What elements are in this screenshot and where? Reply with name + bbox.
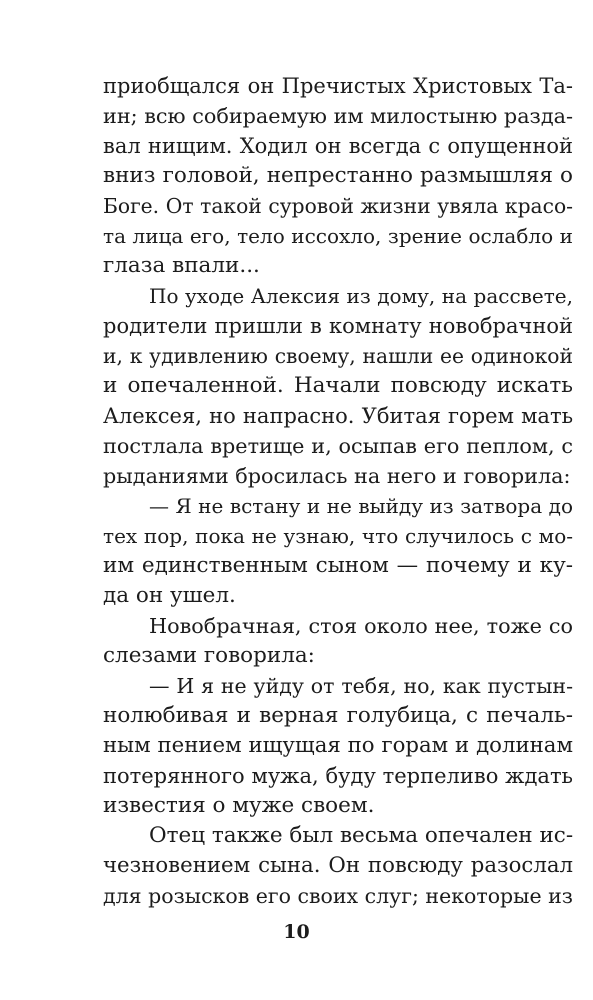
text-line: потерянного мужа, буду терпеливо ждать: [103, 764, 573, 788]
text-line: слезами говорила:: [103, 643, 315, 668]
body-text: [103, 71, 573, 911]
text-line: глаза впали...: [103, 253, 260, 278]
text-line: Боге. От такой суровой жизни увяла красо-: [103, 194, 573, 218]
text-line: да он ушел.: [103, 583, 236, 608]
text-line: для розысков его своих слуг; некоторые из: [103, 884, 573, 908]
text-line: постлала вретище и, осыпав его пеплом, с: [103, 434, 573, 458]
text-line: Отец также был весьма опечален ис-: [149, 823, 574, 848]
text-line: — И я не уйду от тебя, но, как пустын-: [149, 674, 573, 698]
text-line: родители пришли в комнату новобрачной: [103, 314, 573, 338]
text-line: Алексея, но напрасно. Убитая горем мать: [103, 404, 573, 428]
text-line: и опечаленной. Начали повсюду искать: [103, 373, 573, 398]
text-line: и, к удивлению своему, нашли ее одинокой: [103, 344, 573, 368]
text-line: вал нищим. Ходил он всегда с опущенной: [103, 134, 573, 158]
text-line: По уходе Алексия из дому, на рассвете,: [149, 284, 573, 308]
page-number: 10: [283, 921, 310, 943]
text-line: — Я не встану и не выйду из затвора до: [149, 494, 573, 518]
text-line: тех пор, пока не узнаю, что случилось с мо-: [103, 524, 573, 548]
text-line: известия о муже своем.: [103, 793, 375, 818]
text-line: нолюбивая и верная голубица, с печаль-: [103, 703, 573, 728]
text-line: ным пением ищущая по горам и долинам: [103, 733, 573, 758]
text-line: ин; всю собираемую им милостыню разда-: [103, 104, 574, 128]
text-line: рыданиями бросилась на него и говорила:: [103, 464, 571, 488]
text-line: приобщался он Пречистых Христовых Та-: [103, 74, 573, 98]
text-line: чезновением сына. Он повсюду разослал: [103, 853, 573, 878]
text-line: та лица его, тело иссохло, зрение ослабло и: [103, 224, 573, 248]
text-line: Новобрачная, стоя около нее, тоже со: [149, 614, 573, 638]
text-line: им единственным сыном — почему и ку-: [103, 553, 573, 578]
text-line: вниз головой, непрестанно размышляя о: [103, 163, 573, 188]
